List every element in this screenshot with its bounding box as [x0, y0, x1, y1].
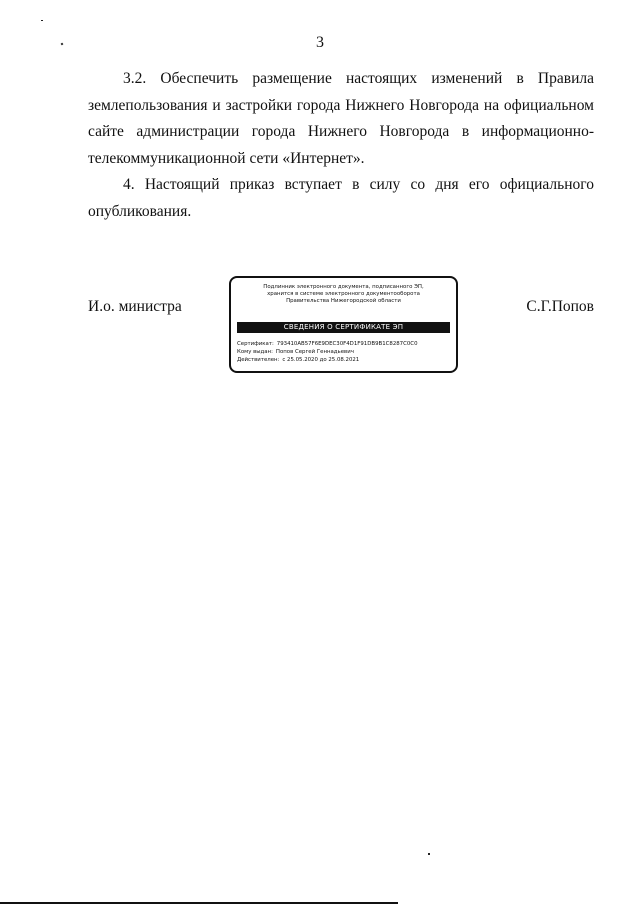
scan-speck [41, 20, 43, 21]
stamp-header-line: Правительства Нижегородской области [286, 298, 401, 304]
certificate-label: Сертификат: [237, 341, 274, 347]
signatory-name: С.Г.Попов [526, 298, 594, 315]
issued-to-row [237, 348, 452, 356]
certificate-row [237, 340, 452, 348]
stamp-header-line: Подлинник электронного документа, подписанного ЭП, [263, 284, 424, 290]
stamp-title: СВЕДЕНИЯ О СЕРТИФИКАТЕ ЭП [237, 322, 450, 333]
page-number: 3 [316, 34, 324, 51]
validity-row [237, 356, 452, 364]
certificate-value: 793410AB57F6E9DEC30F4D1F91DB9B1C8287C0C0 [276, 341, 418, 347]
electronic-signature-stamp [229, 276, 458, 373]
scan-edge-line [0, 902, 398, 904]
stamp-header-line: хранится в системе электронного документооборота [267, 291, 420, 297]
stamp-header [237, 284, 450, 305]
validity-value: с 25.05.2020 до 25.08.2021 [282, 357, 360, 363]
issued-to-label: Кому выдан: [237, 349, 273, 355]
issued-to-value: Попов Сергей Геннадьевич [275, 349, 354, 355]
validity-label: Действителен: [237, 357, 280, 363]
paragraph-4: 4. Настоящий приказ вступает в силу со дня его официального опубликования. [88, 176, 594, 220]
paragraph-3-2: 3.2. Обеспечить размещение настоящих изменений в Правила землепользования и застройки города Нижнего Новгорода на официальном сайте администрации города Нижнего Новгорода в информационно-телекоммуникационной сети «Интернет». [88, 70, 594, 167]
signatory-position: И.о. министра [88, 298, 182, 315]
stamp-details [237, 340, 452, 364]
document-body [88, 66, 594, 225]
scan-speck [428, 853, 430, 855]
